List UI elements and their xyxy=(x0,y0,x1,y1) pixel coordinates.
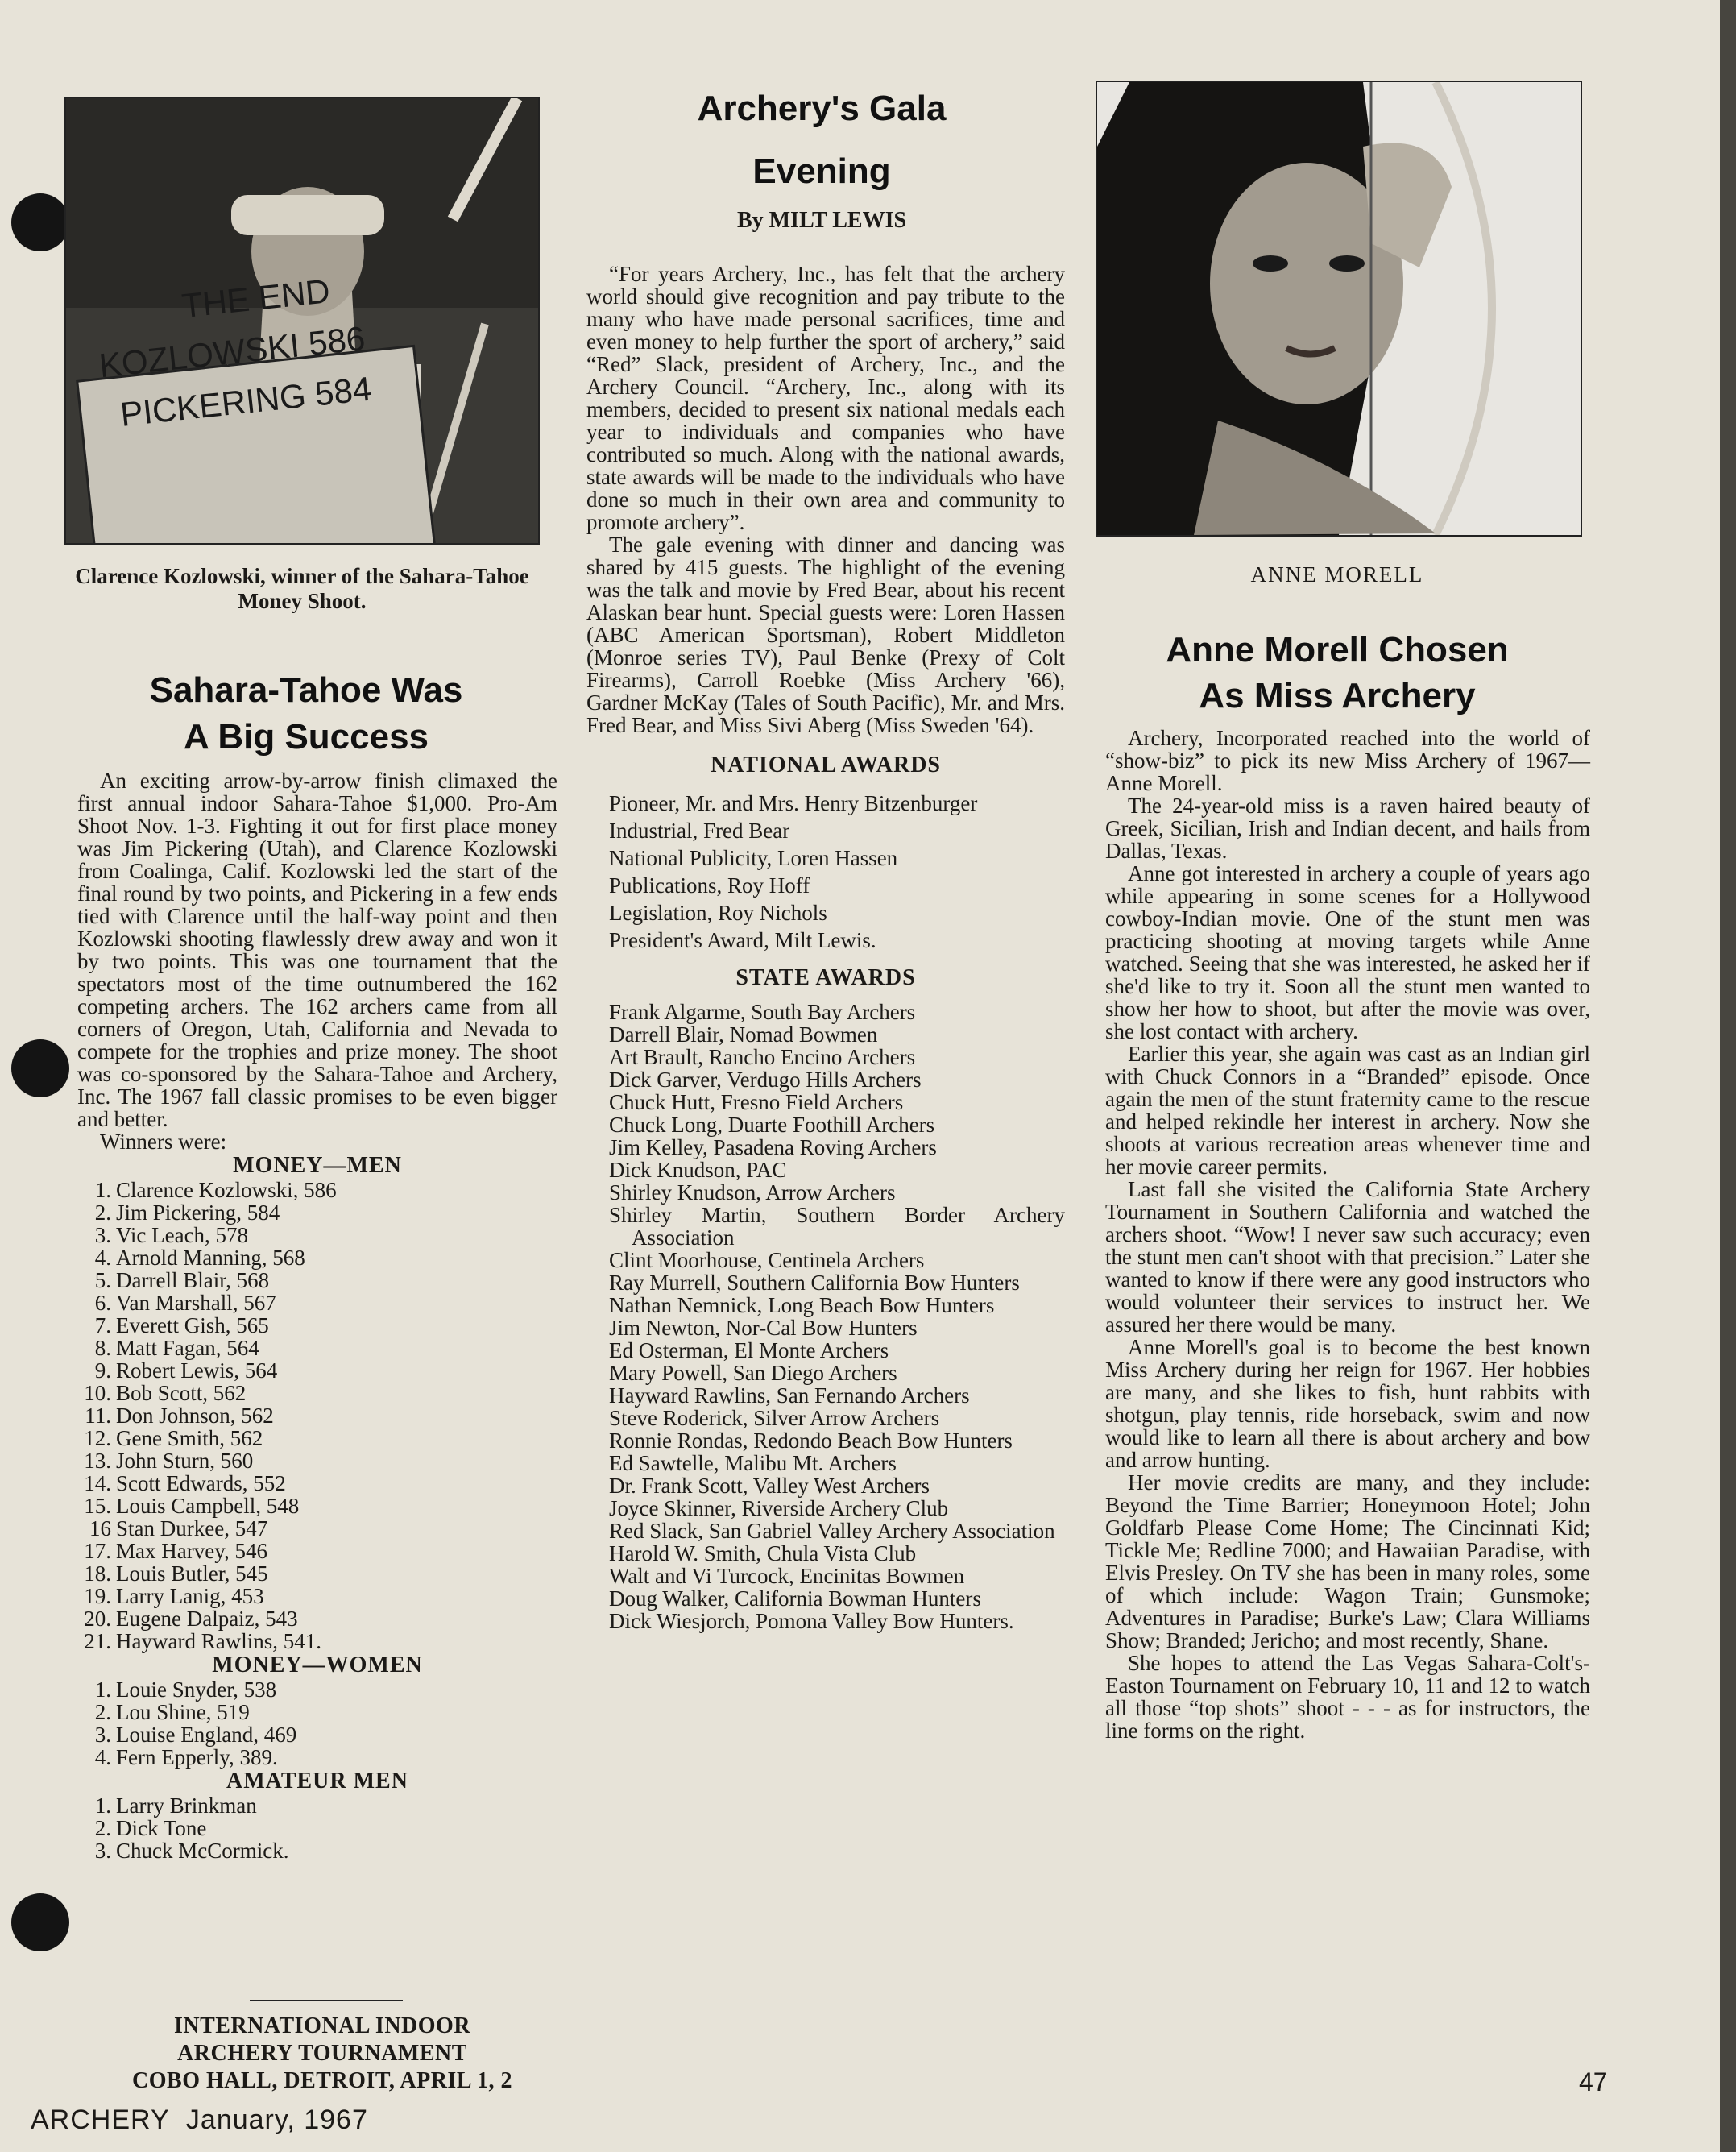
notice-line: ARCHERY TOURNAMENT xyxy=(177,2041,467,2066)
winner-item xyxy=(77,1292,557,1314)
winner-name: Bob Scott, 562 xyxy=(116,1381,247,1405)
award-item: Legislation, Roy Nichols xyxy=(609,901,827,925)
winner-name: Everett Gish, 565 xyxy=(116,1313,269,1337)
award-item: Steve Roderick, Silver Arrow Archers xyxy=(609,1406,940,1430)
winner-item xyxy=(77,1678,557,1701)
winner-item xyxy=(77,1585,557,1607)
award-item: Shirley Martin, Southern Border Archery Association xyxy=(609,1203,1065,1250)
winner-item xyxy=(77,1630,557,1652)
amateur-men-heading: AMATEUR MEN xyxy=(226,1768,408,1793)
award-item: Red Slack, San Gabriel Valley Archery Association xyxy=(609,1519,1055,1543)
money-men-list xyxy=(77,1179,557,1652)
award-item: Chuck Long, Duarte Foothill Archers xyxy=(609,1113,935,1137)
national-awards-list xyxy=(586,790,1065,954)
winner-name: Robert Lewis, 564 xyxy=(116,1358,278,1383)
winner-name: Larry Lanig, 453 xyxy=(116,1584,264,1608)
winner-item xyxy=(77,1472,557,1495)
notice-line: COBO HALL, DETROIT, APRIL 1, 2 xyxy=(132,2068,512,2093)
winner-name: Vic Leach, 578 xyxy=(116,1223,249,1247)
rank-number: 19. xyxy=(84,1584,111,1608)
award-item: Mary Powell, San Diego Archers xyxy=(609,1361,897,1385)
winner-name: Stan Durkee, 547 xyxy=(116,1516,268,1540)
money-women-heading: MONEY—WOMEN xyxy=(212,1652,423,1677)
award-item: Walt and Vi Turcock, Encinitas Bowmen xyxy=(609,1564,965,1588)
rank-number: 2. xyxy=(94,1816,111,1840)
winner-item xyxy=(77,1449,557,1472)
winner-name: Van Marshall, 567 xyxy=(116,1291,276,1315)
winner-item xyxy=(77,1517,557,1540)
winner-name: Max Harvey, 546 xyxy=(116,1539,267,1563)
award-item: Ray Murrell, Southern California Bow Hunters xyxy=(609,1271,1020,1295)
headline-line: Sahara-Tahoe Was xyxy=(149,670,463,710)
award-item: Joyce Skinner, Riverside Archery Club xyxy=(609,1496,949,1520)
sign-line: THE END xyxy=(180,272,332,325)
award-item: Shirley Knudson, Arrow Archers xyxy=(609,1180,896,1205)
divider xyxy=(250,2000,403,2001)
rank-number: 11. xyxy=(85,1404,111,1428)
rank-number: 15. xyxy=(84,1494,111,1518)
article-body: An exciting arrow-by-arrow finish climaxed the first annual indoor Sahara-Tahoe $1,000. Pro-Am Shoot Nov. 1-3. Fighting it out for first place money was Jim Pickering (Utah), and Clarence Kozlowski from Coalinga, Calif. Kozlowski led the start of the final round by two points, and Pickering in a few ends tied with Clarence until the half-way point and then Kozlowski shooting flawlessly drew away and won it by two points. This was one tournament that the spectators most of the time outnumbered the 162 competing archers. The 162 archers came from all corners of Oregon, Utah, California and Nevada to compete for the trophies and prize money. The shoot was co-sponsored by the Sahara-Tahoe and Archery, Inc. The 1967 fall classic promises to be even bigger and better. xyxy=(77,769,557,1131)
sahara-headline xyxy=(64,667,548,761)
rank-number: 3. xyxy=(94,1839,111,1863)
photo-illustration xyxy=(1097,82,1581,535)
winner-name: Larry Brinkman xyxy=(116,1793,257,1818)
national-awards-heading: NATIONAL AWARDS xyxy=(711,753,941,777)
award-item: Publications, Roy Hoff xyxy=(609,873,810,898)
rank-number: 2. xyxy=(94,1700,111,1724)
winner-item xyxy=(77,1359,557,1382)
kozlowski-photo xyxy=(64,97,540,545)
rank-number: 21. xyxy=(84,1629,111,1653)
rank-number: 6. xyxy=(94,1291,111,1315)
award-item: President's Award, Milt Lewis. xyxy=(609,928,876,952)
winner-name: Jim Pickering, 584 xyxy=(116,1200,280,1225)
magazine-footer: ARCHERY January, 1967 xyxy=(31,2104,368,2135)
winner-item xyxy=(77,1746,557,1768)
morell-paragraph: The 24-year-old miss is a raven haired beauty of Greek, Sicilian, Irish and Indian decent, and hails from Dallas, Texas. xyxy=(1105,794,1590,863)
award-item: Chuck Hutt, Fresno Field Archers xyxy=(609,1090,904,1114)
page-number: 47 xyxy=(1579,2067,1608,2096)
winner-name: Louise England, 469 xyxy=(116,1723,297,1747)
gala-headline xyxy=(588,77,1055,203)
award-item: Dick Wiesjorch, Pomona Valley Bow Hunters. xyxy=(609,1609,1014,1633)
rank-number: 18. xyxy=(84,1561,111,1586)
winner-name: Eugene Dalpaiz, 543 xyxy=(116,1607,298,1631)
sign-line: PICKERING 584 xyxy=(118,369,374,433)
binder-hole xyxy=(11,1039,69,1097)
winner-name: Hayward Rawlins, 541. xyxy=(116,1629,321,1653)
gala-paragraph: “For years Archery, Inc., has felt that the archery world should give recognition and pay tribute to the many who have made personal sacrifices, time and even money to help further the sport of archery,” said “Red” Slack, president of Archery, Inc., and the Archery Council. “Archery, Inc., along with its members, decided to present six national medals each year to individuals and companies who have contributed so much. Along with the national awards, state awards will be made to the individuals who have done so much in their own area and community to promote archery”. xyxy=(586,262,1065,534)
winner-name: Don Johnson, 562 xyxy=(116,1404,274,1428)
money-women-list xyxy=(77,1678,557,1768)
award-item: Ronnie Rondas, Redondo Beach Bow Hunters xyxy=(609,1428,1013,1453)
rank-number: 4. xyxy=(94,1745,111,1769)
winner-item xyxy=(77,1246,557,1269)
morell-paragraph: She hopes to attend the Las Vegas Sahara-Colt's-Easton Tournament on February 10, 11 and 12 to watch all those “top shots” shoot - - - as for instructors, the line forms on the right. xyxy=(1105,1651,1590,1743)
winner-item xyxy=(77,1839,557,1862)
winner-name: Chuck McCormick. xyxy=(116,1839,289,1863)
winner-item xyxy=(77,1562,557,1585)
sign-line: KOZLOWSKI 586 xyxy=(97,318,367,385)
award-item: Clint Moorhouse, Centinela Archers xyxy=(609,1248,925,1272)
winner-name: Matt Fagan, 564 xyxy=(116,1336,259,1360)
winner-name: Louis Butler, 545 xyxy=(116,1561,268,1586)
winner-item xyxy=(77,1817,557,1839)
miss-archery-headline xyxy=(1079,627,1595,719)
award-item: Art Brault, Rancho Encino Archers xyxy=(609,1045,916,1069)
winner-item xyxy=(77,1723,557,1746)
winner-name: Louie Snyder, 538 xyxy=(116,1677,277,1702)
sahara-article xyxy=(77,769,557,1862)
winner-name: Arnold Manning, 568 xyxy=(116,1246,305,1270)
winner-item xyxy=(77,1314,557,1337)
headline-line: Anne Morell Chosen xyxy=(1166,630,1509,670)
award-item: Jim Newton, Nor-Cal Bow Hunters xyxy=(609,1316,918,1340)
byline: By MILT LEWIS xyxy=(736,208,907,233)
anne-morell-photo xyxy=(1096,81,1582,537)
award-item: Dick Garver, Verdugo Hills Archers xyxy=(609,1068,922,1092)
rank-number: 3. xyxy=(94,1223,111,1247)
winner-item xyxy=(77,1269,557,1292)
tournament-notice xyxy=(89,2013,556,2095)
winner-item xyxy=(77,1794,557,1817)
rank-number: 9. xyxy=(94,1358,111,1383)
winner-item xyxy=(77,1495,557,1517)
rank-number: 20. xyxy=(84,1607,111,1631)
morell-paragraph: Earlier this year, she again was cast as an Indian girl with Chuck Connors in a “Branded” episode. Once again the men of the stunt fraternity came to the rescue and helped rekindle her interest in archery. Now she shoots at various recreation areas whenever time and her movie career permits. xyxy=(1105,1042,1590,1179)
winner-item xyxy=(77,1607,557,1630)
rank-number: 2. xyxy=(94,1200,111,1225)
headline-line: Archery's Gala xyxy=(697,89,947,128)
winners-intro: Winners were: xyxy=(100,1130,227,1154)
award-item: Frank Algarme, South Bay Archers xyxy=(609,1000,916,1024)
winner-name: Dick Tone xyxy=(116,1816,207,1840)
award-item: Pioneer, Mr. and Mrs. Henry Bitzenburger xyxy=(609,791,978,815)
award-item: Doug Walker, California Bowman Hunters xyxy=(609,1586,981,1611)
winner-item xyxy=(77,1224,557,1246)
winner-name: Clarence Kozlowski, 586 xyxy=(116,1178,337,1202)
anne-morell-caption: ANNE MORELL xyxy=(1250,562,1424,587)
award-item: Ed Sawtelle, Malibu Mt. Archers xyxy=(609,1451,897,1475)
miss-archery-article xyxy=(1105,727,1590,1742)
winner-item xyxy=(77,1179,557,1201)
morell-paragraph: Anne Morell's goal is to become the best known Miss Archery during her reign for 1967. Her hobbies are many, and she likes to fish, hunt rabbits with shotgun, play tennis, ride horseback, swim and now would like to learn all there is about archery and bow and arrow hunting. xyxy=(1105,1335,1590,1472)
winner-item xyxy=(77,1382,557,1404)
winner-name: Darrell Blair, 568 xyxy=(116,1268,270,1292)
award-item: Nathan Nemnick, Long Beach Bow Hunters xyxy=(609,1293,995,1317)
award-item: Harold W. Smith, Chula Vista Club xyxy=(609,1541,917,1565)
winner-item xyxy=(77,1404,557,1427)
rank-number: 16 xyxy=(89,1516,111,1540)
award-item: Dick Knudson, PAC xyxy=(609,1158,787,1182)
morell-paragraph: Archery, Incorporated reached into the world of “show-biz” to pick its new Miss Archery of 1967—Anne Morell. xyxy=(1105,726,1590,795)
binder-hole xyxy=(11,1893,69,1951)
winner-name: Louis Campbell, 548 xyxy=(116,1494,300,1518)
rank-number: 4. xyxy=(94,1246,111,1270)
award-item: Hayward Rawlins, San Fernando Archers xyxy=(609,1383,970,1408)
binder-hole xyxy=(11,193,69,251)
money-men-heading: MONEY—MEN xyxy=(233,1153,402,1178)
rank-number: 5. xyxy=(94,1268,111,1292)
page-edge xyxy=(1720,0,1736,2152)
award-item: Industrial, Fred Bear xyxy=(609,819,790,843)
notice-line: INTERNATIONAL INDOOR xyxy=(173,2013,471,2038)
winner-item xyxy=(77,1540,557,1562)
winner-name: Lou Shine, 519 xyxy=(116,1700,250,1724)
winner-name: Gene Smith, 562 xyxy=(116,1426,263,1450)
award-item: Dr. Frank Scott, Valley West Archers xyxy=(609,1474,930,1498)
award-item: Darrell Blair, Nomad Bowmen xyxy=(609,1022,878,1047)
rank-number: 17. xyxy=(84,1539,111,1563)
rank-number: 8. xyxy=(94,1336,111,1360)
winner-item xyxy=(77,1201,557,1224)
gala-article xyxy=(586,263,1065,1632)
morell-paragraph: Anne got interested in archery a couple of years ago while appearing in some scenes for a Hollywood cowboy-Indian movie. One of the stunt men was practicing shooting at moving targets while Anne watched. Seeing that she was interested, he asked her if she'd like to try it. Soon all the stunt men wanted to show her how to shoot, but after the movie was over, she lost contact with archery. xyxy=(1105,861,1590,1043)
amateur-men-list xyxy=(77,1794,557,1862)
state-awards-list xyxy=(586,1001,1065,1632)
rank-number: 12. xyxy=(84,1426,111,1450)
rank-number: 10. xyxy=(84,1381,111,1405)
headline-line: As Miss Archery xyxy=(1199,676,1476,715)
rank-number: 14. xyxy=(84,1471,111,1495)
rank-number: 1. xyxy=(94,1677,111,1702)
award-item: Jim Kelley, Pasadena Roving Archers xyxy=(609,1135,937,1159)
morell-paragraph: Her movie credits are many, and they include: Beyond the Time Barrier; Honeymoon Hotel; John Goldfarb Please Come Home; The Cincinnati Kid; Tickle Me; Redline 7000; and Hawaiian Paradise, with Elvis Presley. On TV she has been in many roles, some of which include: Wagon Train; Gunsmoke; Adventures in Paradise; Burke's Law; Clara Williams Show; Branded; Jericho; and most recently, Shane. xyxy=(1105,1470,1590,1652)
morell-paragraph: Last fall she visited the California State Archery Tournament in Southern California and watched the archers shoot. “Wow! I never saw such accuracy; even the stunt men can't shoot with that precision.” Later she wanted to know if there were any good instructors who would volunteer their services to instruct her. We assured her there would be many. xyxy=(1105,1177,1590,1337)
state-awards-heading: STATE AWARDS xyxy=(735,965,916,990)
winner-name: John Sturn, 560 xyxy=(116,1449,254,1473)
headline-line: A Big Success xyxy=(183,717,429,757)
rank-number: 3. xyxy=(94,1723,111,1747)
rank-number: 7. xyxy=(94,1313,111,1337)
rank-number: 13. xyxy=(84,1449,111,1473)
award-item: National Publicity, Loren Hassen xyxy=(609,846,898,870)
winner-name: Fern Epperly, 389. xyxy=(116,1745,278,1769)
award-item: Ed Osterman, El Monte Archers xyxy=(609,1338,889,1362)
winner-item xyxy=(77,1701,557,1723)
gala-paragraph: The gale evening with dinner and dancing was shared by 415 guests. The highlight of the evening was the talk and movie by Fred Bear, about his recent Alaskan bear hunt. Special guests were: Loren Hassen (ABC American Sportsman), Robert Middleton (Monroe series TV), Paul Benke (Prexy of Colt Firearms), Carroll Roebke (Miss Archery '66), Gardner McKay (Tales of South Pacific), Mr. and Mrs. Fred Bear, and Miss Sivi Aberg (Miss Sweden '64). xyxy=(586,533,1065,737)
kozlowski-caption: Clarence Kozlowski, winner of the Sahara-Tahoe Money Shoot. xyxy=(75,564,529,614)
rank-number: 1. xyxy=(94,1178,111,1202)
winner-item xyxy=(77,1427,557,1449)
rank-number: 1. xyxy=(94,1793,111,1818)
headline-line: Evening xyxy=(752,151,891,191)
winner-item xyxy=(77,1337,557,1359)
winner-name: Scott Edwards, 552 xyxy=(116,1471,286,1495)
